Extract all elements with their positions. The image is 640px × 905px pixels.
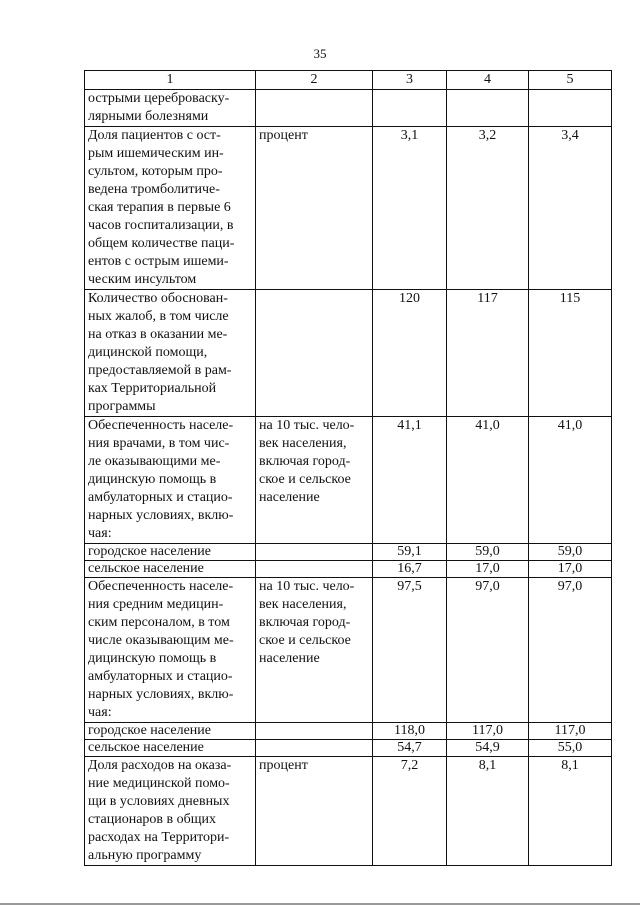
indicator-name-cell: острыми цереброваску- лярными болезнями [85,90,256,127]
unit-cell [256,561,373,578]
table-row [85,561,612,578]
value-cell-col5: 55,0 [529,740,612,757]
value-cell-col4: 8,1 [447,757,529,866]
value-cell-col3: 54,7 [373,740,447,757]
header-col-1: 1 [85,71,256,90]
value-cell-col3: 7,2 [373,757,447,866]
indicator-name-cell: сельское население [85,561,256,578]
table-row [85,417,612,544]
indicator-name-cell: Количество обоснован- ных жалоб, в том числе на отказ в оказании ме- дицинской помощи, предоставляемой в рам- ках Территориальной программы [85,290,256,417]
value-cell-col5: 115 [529,290,612,417]
value-cell-col3: 120 [373,290,447,417]
value-cell-col4: 54,9 [447,740,529,757]
table-row [85,740,612,757]
indicator-name-cell: Доля пациентов с ост- рым ишемическим ин- сультом, которым про- ведена тромболитиче- ская терапия в первые 6 часов госпитализации, в общем количестве паци- ентов с острым ишеми- ческим инсультом [85,127,256,290]
value-cell-col5: 41,0 [529,417,612,544]
value-cell-col4: 117,0 [447,723,529,740]
table-row [85,544,612,561]
value-cell-col5 [529,90,612,127]
table-header-row [85,71,612,90]
value-cell-col5: 59,0 [529,544,612,561]
header-col-4: 4 [447,71,529,90]
indicator-name-cell: Обеспеченность населе- ния средним медицин- ским персоналом, в том числе оказывающим ме- дицинскую помощь в амбулаторных и стацио- нарных условиях, вклю- чая: [85,578,256,723]
unit-cell [256,290,373,417]
value-cell-col4: 17,0 [447,561,529,578]
indicator-name-cell: Обеспеченность населе- ния врачами, в том чис- ле оказывающими ме- дицинскую помощь в амбулаторных и стацио- нарных условиях, вклю- чая: [85,417,256,544]
value-cell-col5: 8,1 [529,757,612,866]
unit-cell [256,740,373,757]
value-cell-col4: 117 [447,290,529,417]
value-cell-col4: 59,0 [447,544,529,561]
value-cell-col3: 59,1 [373,544,447,561]
value-cell-col5: 17,0 [529,561,612,578]
unit-cell: процент [256,127,373,290]
table-row [85,290,612,417]
unit-cell: процент [256,757,373,866]
value-cell-col4: 97,0 [447,578,529,723]
value-cell-col3: 97,5 [373,578,447,723]
unit-cell [256,90,373,127]
table-row [85,757,612,866]
header-col-2: 2 [256,71,373,90]
value-cell-col5: 3,4 [529,127,612,290]
page-number: 35 [313,46,327,61]
value-cell-col5: 97,0 [529,578,612,723]
value-cell-col3 [373,90,447,127]
value-cell-col5: 117,0 [529,723,612,740]
unit-cell: на 10 тыс. чело- век населения, включая город- ское и сельское население [256,417,373,544]
value-cell-col3: 3,1 [373,127,447,290]
value-cell-col3: 118,0 [373,723,447,740]
value-cell-col3: 16,7 [373,561,447,578]
indicator-name-cell: городское население [85,544,256,561]
indicators-table [84,70,612,866]
value-cell-col4 [447,90,529,127]
table-row [85,90,612,127]
indicator-name-cell: сельское население [85,740,256,757]
indicator-name-cell: городское население [85,723,256,740]
unit-cell [256,544,373,561]
value-cell-col4: 3,2 [447,127,529,290]
table-row [85,578,612,723]
table-row [85,723,612,740]
table-row [85,127,612,290]
indicator-name-cell: Доля расходов на оказа- ние медицинской помо- щи в условиях дневных стационаров в общих расходах на Территори- альную программу [85,757,256,866]
header-col-3: 3 [373,71,447,90]
unit-cell: на 10 тыс. чело- век населения, включая город- ское и сельское население [256,578,373,723]
header-col-5: 5 [529,71,612,90]
value-cell-col3: 41,1 [373,417,447,544]
unit-cell [256,723,373,740]
value-cell-col4: 41,0 [447,417,529,544]
